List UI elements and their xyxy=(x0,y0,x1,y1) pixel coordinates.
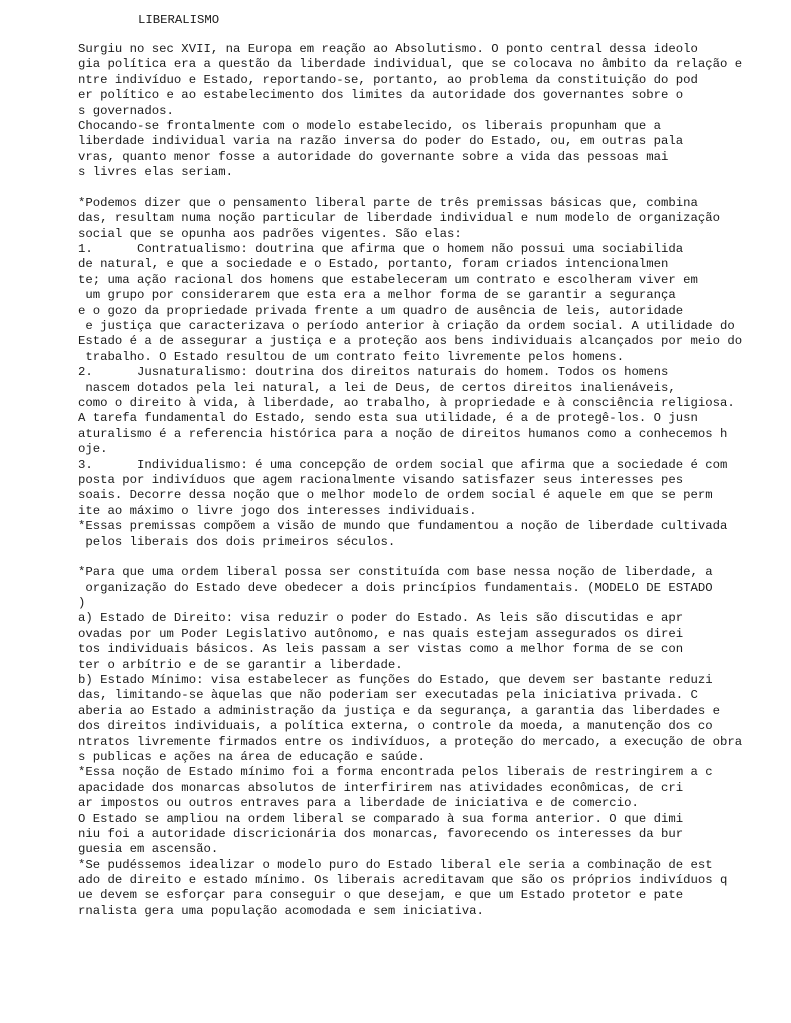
text-line: tos individuais básicos. As leis passam a ser vistas como a melhor forma de se con xyxy=(78,642,684,657)
text-line: e o gozo da propriedade privada frente a um quadro de ausência de leis, autoridade xyxy=(78,303,684,318)
text-line: das, resultam numa noção particular de liberdade individual e num modelo de organização xyxy=(78,211,721,226)
text-line: er político e ao estabelecimento dos limites da autoridade dos governantes sobre o xyxy=(78,88,684,103)
text-line: oje. xyxy=(78,442,108,457)
text-line: *Essa noção de Estado mínimo foi a forma encontrada pelos liberais de restringirem a c xyxy=(78,765,713,780)
text-line: pelos liberais dos dois primeiros séculos. xyxy=(78,534,396,549)
text-line: niu foi a autoridade discricionária dos monarcas, favorecendo os interesses da bur xyxy=(78,826,684,841)
document-heading xyxy=(80,13,219,28)
text-line: aberia ao Estado a administração da justiça e da segurança, a garantia das liberdades e xyxy=(78,703,721,718)
text-line: trabalho. O Estado resultou de um contrato feito livremente pelos homens. xyxy=(78,349,625,364)
text-line: vras, quanto menor fosse a autoridade do governante sobre a vida das pessoas mai xyxy=(78,149,669,164)
text-line: guesia em ascensão. xyxy=(78,842,219,857)
text-line: *Essas premissas compõem a visão de mundo que fundamentou a noção de liberdade cultivada xyxy=(78,519,728,534)
text-line: posta por indivíduos que agem racionalmente visando satisfazer seus interesses pes xyxy=(78,472,684,487)
text-line: aturalismo é a referencia histórica para a noção de direitos humanos como a conhecemos h xyxy=(78,426,728,441)
text-line: dos direitos individuais, a política externa, o controle da moeda, a manutenção dos co xyxy=(78,719,713,734)
text-line: apacidade dos monarcas absolutos de interfirirem nas atividades econômicas, de cri xyxy=(78,780,684,795)
text-line: s governados. xyxy=(78,103,174,118)
text-line: ado de direito e estado mínimo. Os liberais acreditavam que são os próprios indivíduos q xyxy=(78,873,728,888)
text-line: *Se pudéssemos idealizar o modelo puro do Estado liberal ele seria a combinação de est xyxy=(78,857,713,872)
text-line: gia política era a questão da liberdade individual, que se colocava no âmbito da relação e xyxy=(78,57,743,72)
text-line: rnalista gera uma população acomodada e sem iniciativa. xyxy=(78,903,484,918)
text-line: organização do Estado deve obedecer a dois princípios fundamentais. (MODELO DE ESTADO xyxy=(78,580,713,595)
text-line: 3. Individualismo: é uma concepção de ordem social que afirma que a sociedade é com xyxy=(78,457,728,472)
text-line: soais. Decorre dessa noção que o melhor modelo de ordem social é aquele em que se perm xyxy=(78,488,713,503)
text-line: ue devem se esforçar para conseguir o que desejam, e que um Estado protetor e pate xyxy=(78,888,684,903)
text-line: liberdade individual varia na razão inversa do poder do Estado, ou, em outras pala xyxy=(78,134,684,149)
text-line: *Para que uma ordem liberal possa ser constituída com base nessa noção de liberdade, a xyxy=(78,565,713,580)
text-line: de natural, e que a sociedade e o Estado, portanto, foram criados intencionalmen xyxy=(78,257,669,272)
text-line: te; uma ação racional dos homens que estabeleceram um contrato e escolheram viver em xyxy=(78,272,698,287)
blank-line xyxy=(78,550,790,565)
text-line: como o direito à vida, à liberdade, ao trabalho, à propriedade e à consciência religiosa. xyxy=(78,395,735,410)
text-line: ovadas por um Poder Legislativo autônomo, e nas quais estejam assegurados os direi xyxy=(78,626,684,641)
text-line: Chocando-se frontalmente com o modelo estabelecido, os liberais propunham que a xyxy=(78,118,661,133)
text-line: ) xyxy=(78,596,86,611)
text-line: s publicas e ações na área de educação e saúde. xyxy=(78,749,425,764)
text-line: das, limitando-se àquelas que não poderiam ser executadas pela iniciativa privada. C xyxy=(78,688,698,703)
text-line: ntratos livremente firmados entre os indivíduos, a proteção do mercado, a execução de obra xyxy=(78,734,743,749)
text-line: O Estado se ampliou na ordem liberal se comparado à sua forma anterior. O que dimi xyxy=(78,811,684,826)
text-line: e justiça que caracterizava o período anterior à criação da ordem social. A utilidade do xyxy=(78,319,735,334)
text-line: ar impostos ou outros entraves para a liberdade de iniciativa e de comercio. xyxy=(78,796,639,811)
text-line: b) Estado Mínimo: visa estabelecer as funções do Estado, que devem ser bastante reduzi xyxy=(78,673,713,688)
text-line: um grupo por considerarem que esta era a melhor forma de se garantir a segurança xyxy=(78,288,676,303)
text-line: 1. Contratualismo: doutrina que afirma que o homem não possui uma sociabilida xyxy=(78,242,684,257)
text-line: a) Estado de Direito: visa reduzir o poder do Estado. As leis são discutidas e apr xyxy=(78,611,684,626)
text-line: ite ao máximo o livre jogo dos interesses individuais. xyxy=(78,503,477,518)
text-line: Estado é a de assegurar a justiça e a proteção aos bens individuais alcançados por meio do xyxy=(78,334,743,349)
document-title: LIBERALISMO xyxy=(138,13,220,27)
text-line: ter o arbítrio e de se garantir a liberdade. xyxy=(78,657,403,672)
text-line: A tarefa fundamental do Estado, sendo esta sua utilidade, é a de protegê-los. O jusn xyxy=(78,411,698,426)
document-body xyxy=(78,42,790,919)
text-line: social que se opunha aos padrões vigentes. São elas: xyxy=(78,226,462,241)
text-line: nascem dotados pela lei natural, a lei de Deus, de certos direitos inalienáveis, xyxy=(78,380,676,395)
text-line: *Podemos dizer que o pensamento liberal parte de três premissas básicas que, combina xyxy=(78,195,698,210)
text-line: ntre indivíduo e Estado, reportando-se, portanto, ao problema da constituição do pod xyxy=(78,72,698,87)
blank-line xyxy=(78,181,790,196)
text-line: s livres elas seriam. xyxy=(78,165,233,180)
text-line: 2. Jusnaturalismo: doutrina dos direitos naturais do homem. Todos os homens xyxy=(78,365,669,380)
text-line: Surgiu no sec XVII, na Europa em reação ao Absolutismo. O ponto central dessa ideolo xyxy=(78,42,698,56)
